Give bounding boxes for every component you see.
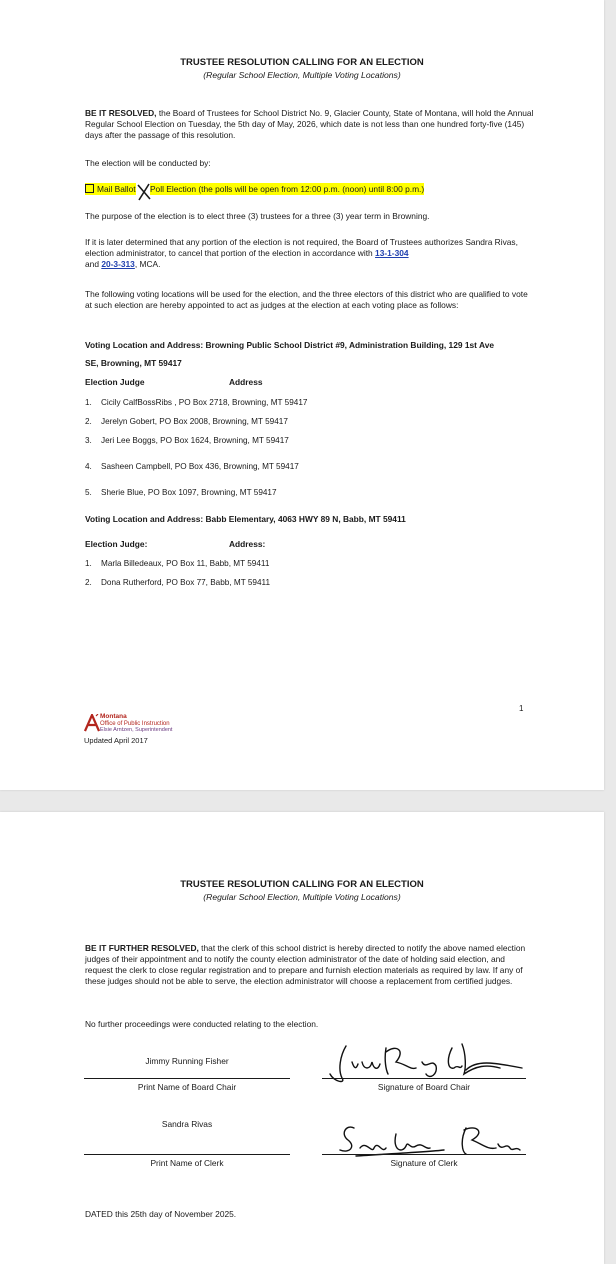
election-judge-header-2: Election Judge:: [85, 539, 148, 549]
page-number: 1: [519, 704, 524, 713]
address-header-2: Address:: [229, 539, 266, 549]
judge-row: 5. Sherie Blue, PO Box 1097, Browning, MT 59417: [85, 488, 277, 497]
further-resolved-paragraph: BE IT FURTHER RESOLVED, that the clerk of this school district is hereby directed to notify the above named election judges of their appointment and to notify the county election administrator of the date of holding said election, and request the clerk to close regular registration and to prepare and furnish election materials as required by law. If any of these judges should not be able to serve, the election administrator will choose a replacement from certified judges.: [85, 943, 526, 986]
dated-line: DATED this 25th day of November 2025.: [85, 1209, 237, 1219]
clerk-signature-line: [322, 1154, 526, 1155]
document-page-2: [0, 812, 604, 1264]
location1-heading-cont: SE, Browning, MT 59417: [85, 358, 182, 368]
resolved-paragraph: [85, 108, 535, 141]
chair-name-label: Print Name of Board Chair: [137, 1082, 237, 1092]
document-subtitle: (Regular School Election, Multiple Voting Locations): [203, 70, 401, 80]
judge-row: 2. Jerelyn Gobert, PO Box 2008, Browning, MT 59417: [85, 417, 288, 426]
checkbox-icon: [85, 184, 94, 193]
chair-signature-label: Signature of Board Chair: [377, 1082, 471, 1092]
opi-logo: Montana Office of Public Instruction Elsie Arntzen, Superintendent: [84, 713, 194, 735]
statute-link-20-3-313[interactable]: 20-3-313: [101, 259, 135, 269]
address-header: Address: [229, 377, 263, 387]
montana-a-logo-icon: [84, 714, 100, 732]
judge-row: 2. Dona Rutherford, PO Box 77, Babb, MT 59411: [85, 578, 271, 587]
statute-link-13-1-304[interactable]: 13-1-304: [375, 248, 409, 258]
poll-election-option: Poll Election (the polls will be open from 12:00 p.m. (noon) until 8:00 p.m.): [149, 184, 425, 194]
document-subtitle: (Regular School Election, Multiple Voting Locations): [203, 892, 401, 902]
judge-row: 1. Cicily CalfBossRibs , PO Box 2718, Browning, MT 59417: [85, 398, 308, 407]
judge-row: 4. Sasheen Campbell, PO Box 436, Browning, MT 59417: [85, 462, 299, 471]
clerk-name-line: [84, 1154, 290, 1155]
document-title: TRUSTEE RESOLUTION CALLING FOR AN ELECTION: [180, 57, 424, 68]
location1-heading: Voting Location and Address: Browning Public School District #9, Administration Building, 129 1st Ave: [85, 340, 495, 350]
document-title: TRUSTEE RESOLUTION CALLING FOR AN ELECTION: [180, 879, 424, 890]
election-type-options: [85, 184, 585, 195]
judge-row: 1. Marla Billedeaux, PO Box 11, Babb, MT 59411: [85, 559, 270, 568]
mail-ballot-option: Mail Ballot: [85, 183, 136, 195]
chair-printed-name: Jimmy Running Fisher: [145, 1056, 229, 1066]
chair-signature-line: [322, 1078, 526, 1079]
locations-intro: The following voting locations will be used for the election, and the three electors of this district who are qualified to vote at such election are hereby appointed to act as judges at the election at each voting place as follows:: [85, 289, 528, 310]
location2-heading: Voting Location and Address: Babb Elementary, 4063 HWY 89 N, Babb, MT 59411: [85, 514, 406, 524]
no-further-proceedings: No further proceedings were conducted relating to the election.: [85, 1019, 319, 1029]
resolved-lead: BE IT RESOLVED,: [85, 108, 157, 118]
purpose-text: The purpose of the election is to elect three (3) trustees for a three (3) year term in Browning.: [85, 211, 430, 221]
chair-name-line: [84, 1078, 290, 1079]
clerk-signature-label: Signature of Clerk: [390, 1158, 458, 1168]
judge-row: 3. Jeri Lee Boggs, PO Box 1624, Browning, MT 59417: [85, 436, 289, 445]
clerk-name-label: Print Name of Clerk: [150, 1158, 224, 1168]
clerk-printed-name: Sandra Rivas: [161, 1119, 213, 1129]
conducted-by-text: The election will be conducted by:: [85, 158, 211, 168]
cancel-paragraph: If it is later determined that any portion of the election is not required, the Board of Trustees authorizes Sandra Rivas, election administrator, to cancel that portion of the election in accordance with 13-1-304 and 20-3-313, MCA.: [85, 237, 518, 269]
election-judge-header: Election Judge: [85, 377, 145, 387]
updated-date: Updated April 2017: [84, 736, 148, 745]
resolved-text: the Board of Trustees for School District No. 9, Glacier County, State of Montana, will hold the Annual Regular School Election on Tuesday, the 5th day of May, 2026, which date is not less than one hundred forty-five (145) days after the passage of this resolution.: [85, 108, 534, 140]
